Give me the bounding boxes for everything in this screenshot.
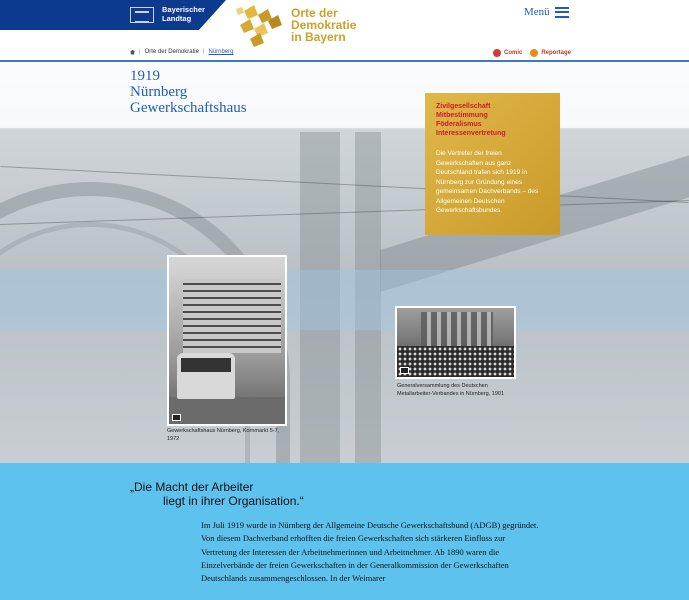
home-icon[interactable] [130, 50, 135, 55]
photo-badge-icon [172, 414, 181, 421]
breadcrumb-current[interactable]: Nürnberg [208, 49, 234, 55]
topic-description: Die Vertreter der freien Gewerkschaften aus ganz Deutschland trafen sich 1919 in Nürnberg zur Gründung eines gemeinsamen Dachverbands – des Allgemeinen Deutschen Gewerkschaftsbundes. [436, 150, 539, 214]
hero-blue-band [0, 270, 689, 330]
menu-button[interactable] [524, 6, 569, 18]
tag-zivilgesellschaft[interactable]: Zivilgesellschaft [436, 103, 491, 110]
tag-interessenvertretung[interactable]: Interessenvertretung [436, 130, 506, 137]
photo-generalversammlung[interactable] [395, 306, 516, 379]
breadcrumb [130, 49, 234, 55]
page-title: 1919 Nürnberg Gewerkschaftshaus [130, 68, 247, 116]
photo-caption: Gewerkschaftshaus Nürnberg, Kornmarkt 5-7, 1972 [167, 428, 280, 442]
quote-line-1: „Die Macht der Arbeiter [130, 480, 254, 494]
hero-top-band [0, 62, 689, 128]
comic-icon [493, 49, 501, 57]
landtag-emblem-icon [130, 7, 154, 23]
landtag-name[interactable]: Bayerischer Landtag [162, 5, 205, 23]
photo-badge-icon [400, 367, 409, 374]
photo-gewerkschaftshaus[interactable] [167, 255, 287, 426]
hero-section [0, 62, 689, 463]
header-links [493, 49, 571, 57]
quote-line-2: liegt in ihrer Organisation.“ [163, 494, 304, 508]
site-header [0, 0, 689, 62]
content-section [0, 463, 689, 600]
quote [130, 480, 304, 508]
breadcrumb-separator: | [139, 49, 141, 55]
orte-logo-text[interactable]: Orte der Demokratie in Bayern [291, 6, 357, 44]
photo-caption: Generalversammlung des Deutschen Metallarbeiter-Verbandes in Nürnberg, 1901 [397, 383, 505, 397]
body-text: Im Juli 1919 wurde in Nürnberg der Allgemeine Deutsche Gewerkschaftsbund (ADGB) gegründet. Von diesem Dachverband erhofften die freien Gewerkschaften sich stärkeren Einfluss zur Vertretung der Interessen der Arbeitnehmerinnen und Arbeitnehmer. Ab 1890 waren die Einzelverbände der freien Gewerkschaften in der Generalkommission der Gewerkschaften Deutschlands zusammengeschlossen. In der Weimarer [201, 520, 539, 584]
photo-generalversammlung-image [397, 308, 514, 377]
topic-box [425, 93, 560, 235]
photo-gewerkschaftshaus-image [169, 257, 285, 424]
breadcrumb-separator: | [202, 49, 205, 55]
menu-label: Menü [524, 6, 550, 18]
orte-logo-icon[interactable] [234, 3, 284, 49]
tag-foederalismus[interactable]: Föderalismus [436, 121, 482, 128]
tag-mitbestimmung[interactable]: Mitbestimmung [436, 112, 488, 119]
reportage-link[interactable]: Reportage [530, 49, 571, 57]
reportage-icon [530, 49, 538, 57]
comic-link[interactable]: Comic [493, 49, 522, 57]
breadcrumb-orte[interactable]: Orte der Demokratie [144, 49, 199, 55]
hamburger-icon [555, 7, 569, 18]
